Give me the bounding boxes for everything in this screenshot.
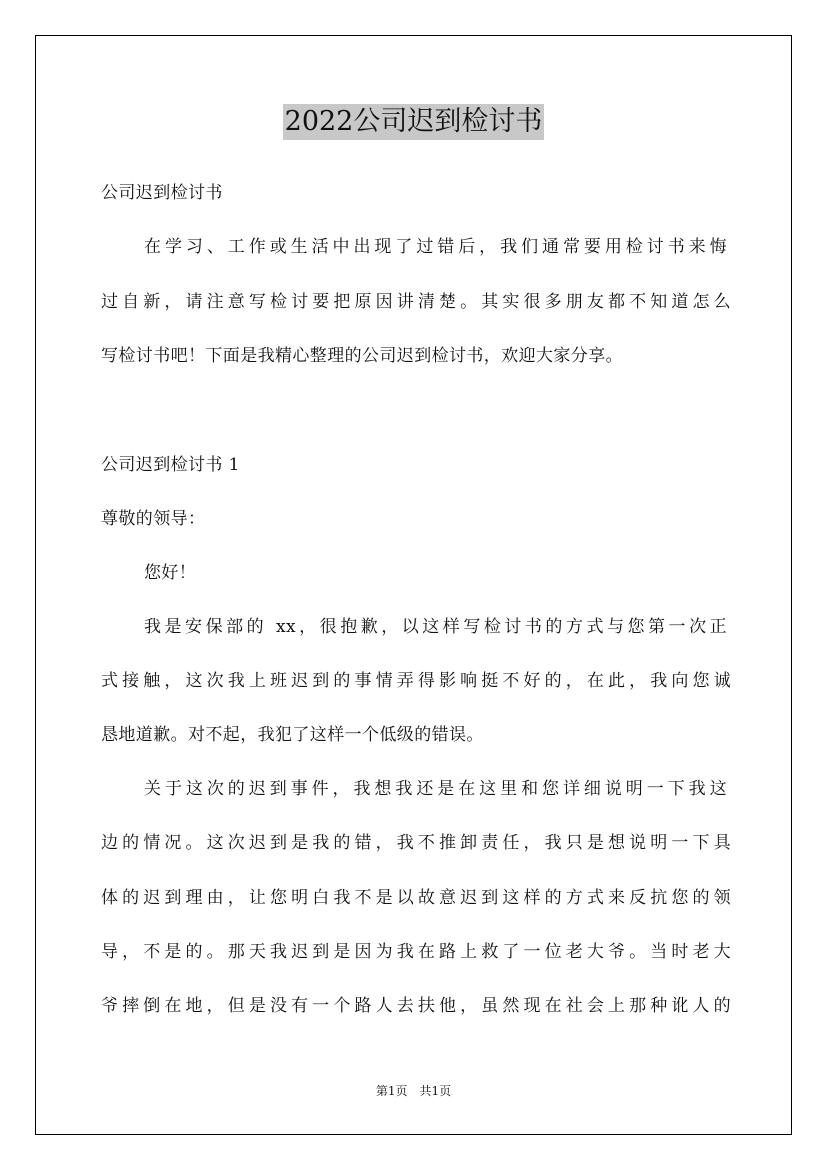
page-footer: 第1页 共1页 [375, 1084, 452, 1098]
intro-line-1: 在学习、工作或生活中出现了过错后，我们通常要用检讨书来悔 [144, 237, 727, 257]
intro-line-2: 过自新，请注意写检讨要把原因讲清楚。其实很多朋友都不知道怎么 [101, 292, 731, 312]
paragraph2-line-2: 边的情况。这次迟到是我的错，我不推卸责任，我只是想说明一下具 [101, 833, 731, 853]
greeting: 您好！ [144, 563, 197, 583]
paragraph2-line-1: 关于这次的迟到事件，我想我还是在这里和您详细说明一下我这 [144, 779, 727, 799]
salutation: 尊敬的领导： [101, 509, 206, 529]
subtitle: 公司迟到检讨书 [101, 183, 223, 203]
section-heading: 公司迟到检讨书 1 [101, 455, 240, 475]
document-title: 2022公司迟到检讨书 [283, 104, 545, 140]
intro-line-3: 写检讨书吧！下面是我精心整理的公司迟到检讨书，欢迎大家分享。 [101, 346, 623, 366]
paragraph2-line-5: 爷摔倒在地，但是没有一个路人去扶他，虽然现在社会上那种讹人的 [101, 996, 731, 1016]
paragraph1-line-1: 我是安保部的 xx，很抱歉，以这样写检讨书的方式与您第一次正 [144, 617, 727, 637]
paragraph1-line-2: 式接触，这次我上班迟到的事情弄得影响挺不好的，在此，我向您诚 [101, 671, 731, 691]
title-container [0, 104, 827, 140]
paragraph2-line-3: 体的迟到理由，让您明白我不是以故意迟到这样的方式来反抗您的领 [101, 888, 731, 908]
paragraph1-line-3: 恳地道歉。对不起，我犯了这样一个低级的错误。 [101, 725, 484, 745]
paragraph2-line-4: 导，不是的。那天我迟到是因为我在路上救了一位老大爷。当时老大 [101, 942, 731, 962]
